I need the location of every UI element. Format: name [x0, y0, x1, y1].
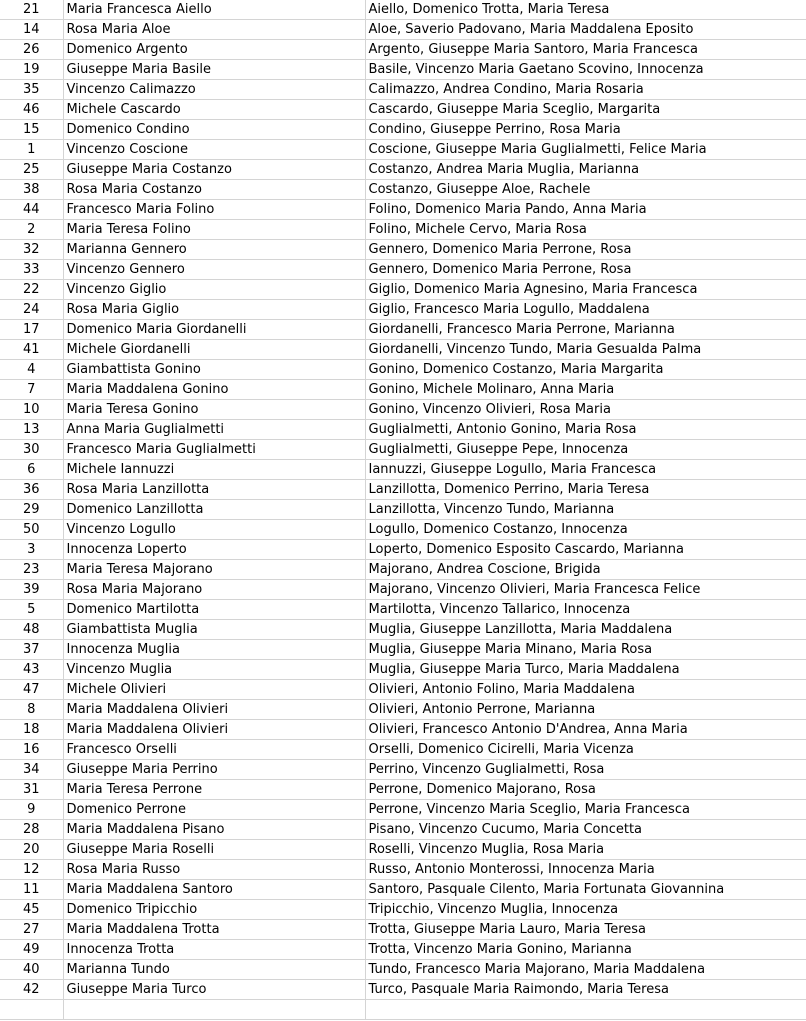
table-row	[0, 40, 806, 60]
parents-cell[interactable]: Olivieri, Antonio Perrone, Marianna	[365, 700, 806, 720]
parents-cell[interactable]: Costanzo, Andrea Maria Muglia, Marianna	[365, 160, 806, 180]
parents-cell[interactable]: Calimazzo, Andrea Condino, Maria Rosaria	[365, 80, 806, 100]
id-cell[interactable]: 20	[0, 840, 63, 860]
name-cell[interactable]: Innocenza Loperto	[63, 540, 365, 560]
name-cell[interactable]	[63, 1000, 365, 1020]
id-cell[interactable]: 34	[0, 760, 63, 780]
name-cell[interactable]: Michele Giordanelli	[63, 340, 365, 360]
table-row	[0, 660, 806, 680]
parents-cell[interactable]: Guglialmetti, Giuseppe Pepe, Innocenza	[365, 440, 806, 460]
name-cell[interactable]: Domenico Maria Giordanelli	[63, 320, 365, 340]
name-cell[interactable]: Maria Maddalena Trotta	[63, 920, 365, 940]
parents-cell[interactable]: Argento, Giuseppe Maria Santoro, Maria Francesca	[365, 40, 806, 60]
parents-cell[interactable]: Olivieri, Francesco Antonio D'Andrea, Anna Maria	[365, 720, 806, 740]
table-row	[0, 260, 806, 280]
name-cell[interactable]: Maria Teresa Perrone	[63, 780, 365, 800]
name-cell[interactable]: Giambattista Muglia	[63, 620, 365, 640]
parents-cell[interactable]: Giordanelli, Vincenzo Tundo, Maria Gesualda Palma	[365, 340, 806, 360]
table-row	[0, 680, 806, 700]
name-cell[interactable]: Giuseppe Maria Basile	[63, 60, 365, 80]
name-cell[interactable]: Rosa Maria Aloe	[63, 20, 365, 40]
parents-cell[interactable]: Muglia, Giuseppe Maria Minano, Maria Rosa	[365, 640, 806, 660]
name-cell[interactable]: Domenico Tripicchio	[63, 900, 365, 920]
table-row	[0, 600, 806, 620]
id-cell[interactable]: 27	[0, 920, 63, 940]
parents-cell[interactable]: Gennero, Domenico Maria Perrone, Rosa	[365, 260, 806, 280]
table-row	[0, 800, 806, 820]
parents-cell[interactable]: Russo, Antonio Monterossi, Innocenza Maria	[365, 860, 806, 880]
name-cell[interactable]: Giuseppe Maria Roselli	[63, 840, 365, 860]
table-row	[0, 640, 806, 660]
id-cell[interactable]: 38	[0, 180, 63, 200]
parents-cell[interactable]: Costanzo, Giuseppe Aloe, Rachele	[365, 180, 806, 200]
name-cell[interactable]: Maria Maddalena Olivieri	[63, 700, 365, 720]
name-cell[interactable]: Domenico Perrone	[63, 800, 365, 820]
parents-cell[interactable]: Condino, Giuseppe Perrino, Rosa Maria	[365, 120, 806, 140]
table-row	[0, 240, 806, 260]
name-cell[interactable]: Maria Teresa Folino	[63, 220, 365, 240]
table-row	[0, 620, 806, 640]
table-row	[0, 400, 806, 420]
name-cell[interactable]: Vincenzo Giglio	[63, 280, 365, 300]
id-cell[interactable]: 7	[0, 380, 63, 400]
table-row	[0, 460, 806, 480]
table-row	[0, 200, 806, 220]
name-cell[interactable]: Vincenzo Coscione	[63, 140, 365, 160]
name-cell[interactable]: Domenico Lanzillotta	[63, 500, 365, 520]
id-cell[interactable]	[0, 1000, 63, 1020]
table-row	[0, 840, 806, 860]
parents-cell[interactable]: Logullo, Domenico Costanzo, Innocenza	[365, 520, 806, 540]
table-row	[0, 980, 806, 1000]
table-row	[0, 360, 806, 380]
table-row	[0, 540, 806, 560]
id-cell[interactable]: 16	[0, 740, 63, 760]
table-row	[0, 80, 806, 100]
id-cell[interactable]: 36	[0, 480, 63, 500]
id-cell[interactable]: 22	[0, 280, 63, 300]
id-cell[interactable]: 40	[0, 960, 63, 980]
table-row	[0, 580, 806, 600]
name-cell[interactable]: Vincenzo Calimazzo	[63, 80, 365, 100]
name-cell[interactable]: Maria Teresa Gonino	[63, 400, 365, 420]
id-cell[interactable]: 42	[0, 980, 63, 1000]
table-row	[0, 740, 806, 760]
parents-cell[interactable]: Coscione, Giuseppe Maria Guglialmetti, Felice Maria	[365, 140, 806, 160]
parents-cell[interactable]: Perrone, Domenico Majorano, Rosa	[365, 780, 806, 800]
parents-cell[interactable]: Giordanelli, Francesco Maria Perrone, Marianna	[365, 320, 806, 340]
id-cell[interactable]: 8	[0, 700, 63, 720]
parents-cell[interactable]: Gonino, Vincenzo Olivieri, Rosa Maria	[365, 400, 806, 420]
parents-cell[interactable]: Aloe, Saverio Padovano, Maria Maddalena Eposito	[365, 20, 806, 40]
table-row	[0, 720, 806, 740]
parents-cell[interactable]: Muglia, Giuseppe Lanzillotta, Maria Maddalena	[365, 620, 806, 640]
name-cell[interactable]: Francesco Maria Guglialmetti	[63, 440, 365, 460]
parents-cell[interactable]: Tripicchio, Vincenzo Muglia, Innocenza	[365, 900, 806, 920]
table-row	[0, 520, 806, 540]
parents-cell[interactable]: Guglialmetti, Antonio Gonino, Maria Rosa	[365, 420, 806, 440]
table-row	[0, 180, 806, 200]
table-row	[0, 500, 806, 520]
name-cell[interactable]: Giuseppe Maria Costanzo	[63, 160, 365, 180]
table-row	[0, 0, 806, 20]
parents-cell[interactable]: Martilotta, Vincenzo Tallarico, Innocenza	[365, 600, 806, 620]
name-cell[interactable]: Vincenzo Logullo	[63, 520, 365, 540]
table-row	[0, 280, 806, 300]
id-cell[interactable]: 37	[0, 640, 63, 660]
id-cell[interactable]: 15	[0, 120, 63, 140]
id-cell[interactable]: 19	[0, 60, 63, 80]
parents-cell[interactable]: Basile, Vincenzo Maria Gaetano Scovino, Innocenza	[365, 60, 806, 80]
id-cell[interactable]: 47	[0, 680, 63, 700]
id-cell[interactable]: 3	[0, 540, 63, 560]
table-row	[0, 380, 806, 400]
name-cell[interactable]: Rosa Maria Majorano	[63, 580, 365, 600]
name-cell[interactable]: Francesco Maria Folino	[63, 200, 365, 220]
table-row	[0, 940, 806, 960]
table-row	[0, 140, 806, 160]
name-cell[interactable]: Michele Iannuzzi	[63, 460, 365, 480]
id-cell[interactable]: 32	[0, 240, 63, 260]
id-cell[interactable]: 23	[0, 560, 63, 580]
parents-cell[interactable]: Cascardo, Giuseppe Maria Sceglio, Margarita	[365, 100, 806, 120]
table-row	[0, 780, 806, 800]
table-row	[0, 220, 806, 240]
table-row	[0, 60, 806, 80]
table-row	[0, 900, 806, 920]
parents-cell[interactable]: Gonino, Michele Molinaro, Anna Maria	[365, 380, 806, 400]
id-cell[interactable]: 6	[0, 460, 63, 480]
id-cell[interactable]: 25	[0, 160, 63, 180]
name-cell[interactable]: Maria Maddalena Olivieri	[63, 720, 365, 740]
name-cell[interactable]: Innocenza Muglia	[63, 640, 365, 660]
id-cell[interactable]: 50	[0, 520, 63, 540]
name-cell[interactable]: Giambattista Gonino	[63, 360, 365, 380]
name-cell[interactable]: Rosa Maria Giglio	[63, 300, 365, 320]
parents-cell[interactable]: Orselli, Domenico Cicirelli, Maria Vicenza	[365, 740, 806, 760]
name-cell[interactable]: Marianna Tundo	[63, 960, 365, 980]
name-cell[interactable]: Domenico Argento	[63, 40, 365, 60]
name-cell[interactable]: Vincenzo Muglia	[63, 660, 365, 680]
name-cell[interactable]: Maria Maddalena Santoro	[63, 880, 365, 900]
table-row	[0, 820, 806, 840]
name-cell[interactable]: Giuseppe Maria Perrino	[63, 760, 365, 780]
name-cell[interactable]: Michele Cascardo	[63, 100, 365, 120]
id-cell[interactable]: 18	[0, 720, 63, 740]
parents-cell[interactable]: Muglia, Giuseppe Maria Turco, Maria Maddalena	[365, 660, 806, 680]
id-cell[interactable]: 28	[0, 820, 63, 840]
parents-cell[interactable]: Majorano, Vincenzo Olivieri, Maria Francesca Felice	[365, 580, 806, 600]
id-cell[interactable]: 45	[0, 900, 63, 920]
parents-cell[interactable]: Lanzillotta, Vincenzo Tundo, Marianna	[365, 500, 806, 520]
table-row	[0, 700, 806, 720]
parents-cell[interactable]: Giglio, Domenico Maria Agnesino, Maria Francesca	[365, 280, 806, 300]
table-row	[0, 340, 806, 360]
id-cell[interactable]: 12	[0, 860, 63, 880]
id-cell[interactable]: 5	[0, 600, 63, 620]
table-row	[0, 960, 806, 980]
parents-cell[interactable]: Iannuzzi, Giuseppe Logullo, Maria Francesca	[365, 460, 806, 480]
parents-cell[interactable]: Lanzillotta, Domenico Perrino, Maria Teresa	[365, 480, 806, 500]
table-row	[0, 920, 806, 940]
parents-cell[interactable]: Trotta, Vincenzo Maria Gonino, Marianna	[365, 940, 806, 960]
parents-cell[interactable]: Aiello, Domenico Trotta, Maria Teresa	[365, 0, 806, 20]
table-row	[0, 760, 806, 780]
parents-cell[interactable]: Gonino, Domenico Costanzo, Maria Margarita	[365, 360, 806, 380]
parents-cell[interactable]: Turco, Pasquale Maria Raimondo, Maria Teresa	[365, 980, 806, 1000]
id-cell[interactable]: 21	[0, 0, 63, 20]
id-cell[interactable]: 33	[0, 260, 63, 280]
parents-cell[interactable]	[365, 1000, 806, 1020]
parents-cell[interactable]: Perrino, Vincenzo Guglialmetti, Rosa	[365, 760, 806, 780]
name-cell[interactable]: Vincenzo Gennero	[63, 260, 365, 280]
name-cell[interactable]: Maria Maddalena Gonino	[63, 380, 365, 400]
name-cell[interactable]: Maria Maddalena Pisano	[63, 820, 365, 840]
id-cell[interactable]: 2	[0, 220, 63, 240]
name-cell[interactable]: Rosa Maria Costanzo	[63, 180, 365, 200]
id-cell[interactable]: 44	[0, 200, 63, 220]
id-cell[interactable]: 1	[0, 140, 63, 160]
parents-cell[interactable]: Majorano, Andrea Coscione, Brigida	[365, 560, 806, 580]
id-cell[interactable]: 35	[0, 80, 63, 100]
table-row	[0, 120, 806, 140]
id-cell[interactable]: 9	[0, 800, 63, 820]
table-row	[0, 300, 806, 320]
id-cell[interactable]: 48	[0, 620, 63, 640]
name-cell[interactable]: Domenico Condino	[63, 120, 365, 140]
parents-cell[interactable]: Folino, Domenico Maria Pando, Anna Maria	[365, 200, 806, 220]
name-cell[interactable]: Maria Teresa Majorano	[63, 560, 365, 580]
table-row	[0, 20, 806, 40]
id-cell[interactable]: 31	[0, 780, 63, 800]
parents-cell[interactable]: Perrone, Vincenzo Maria Sceglio, Maria Francesca	[365, 800, 806, 820]
parents-cell[interactable]: Folino, Michele Cervo, Maria Rosa	[365, 220, 806, 240]
parents-cell[interactable]: Giglio, Francesco Maria Logullo, Maddalena	[365, 300, 806, 320]
id-cell[interactable]: 17	[0, 320, 63, 340]
name-cell[interactable]: Maria Francesca Aiello	[63, 0, 365, 20]
id-cell[interactable]: 10	[0, 400, 63, 420]
name-cell[interactable]: Domenico Martilotta	[63, 600, 365, 620]
parents-cell[interactable]: Loperto, Domenico Esposito Cascardo, Marianna	[365, 540, 806, 560]
id-cell[interactable]: 49	[0, 940, 63, 960]
table-row	[0, 160, 806, 180]
id-cell[interactable]: 14	[0, 20, 63, 40]
parents-cell[interactable]: Pisano, Vincenzo Cucumo, Maria Concetta	[365, 820, 806, 840]
parents-cell[interactable]: Tundo, Francesco Maria Majorano, Maria Maddalena	[365, 960, 806, 980]
id-cell[interactable]: 39	[0, 580, 63, 600]
name-cell[interactable]: Anna Maria Guglialmetti	[63, 420, 365, 440]
id-cell[interactable]: 26	[0, 40, 63, 60]
table-row	[0, 420, 806, 440]
parents-cell[interactable]: Gennero, Domenico Maria Perrone, Rosa	[365, 240, 806, 260]
name-cell[interactable]: Rosa Maria Russo	[63, 860, 365, 880]
name-cell[interactable]: Francesco Orselli	[63, 740, 365, 760]
id-cell[interactable]: 41	[0, 340, 63, 360]
table-row	[0, 320, 806, 340]
name-cell[interactable]: Marianna Gennero	[63, 240, 365, 260]
id-cell[interactable]: 24	[0, 300, 63, 320]
name-cell[interactable]: Innocenza Trotta	[63, 940, 365, 960]
name-cell[interactable]: Rosa Maria Lanzillotta	[63, 480, 365, 500]
parents-cell[interactable]: Santoro, Pasquale Cilento, Maria Fortunata Giovannina	[365, 880, 806, 900]
table-row	[0, 560, 806, 580]
parents-cell[interactable]: Trotta, Giuseppe Maria Lauro, Maria Teresa	[365, 920, 806, 940]
id-cell[interactable]: 11	[0, 880, 63, 900]
parents-cell[interactable]: Roselli, Vincenzo Muglia, Rosa Maria	[365, 840, 806, 860]
table-row	[0, 480, 806, 500]
table-row	[0, 440, 806, 460]
id-cell[interactable]: 13	[0, 420, 63, 440]
name-cell[interactable]: Michele Olivieri	[63, 680, 365, 700]
id-cell[interactable]: 43	[0, 660, 63, 680]
table-row	[0, 1000, 806, 1020]
id-cell[interactable]: 29	[0, 500, 63, 520]
table-row	[0, 860, 806, 880]
table-row	[0, 100, 806, 120]
id-cell[interactable]: 30	[0, 440, 63, 460]
table-row	[0, 880, 806, 900]
id-cell[interactable]: 4	[0, 360, 63, 380]
name-cell[interactable]: Giuseppe Maria Turco	[63, 980, 365, 1000]
id-cell[interactable]: 46	[0, 100, 63, 120]
parents-cell[interactable]: Olivieri, Antonio Folino, Maria Maddalena	[365, 680, 806, 700]
